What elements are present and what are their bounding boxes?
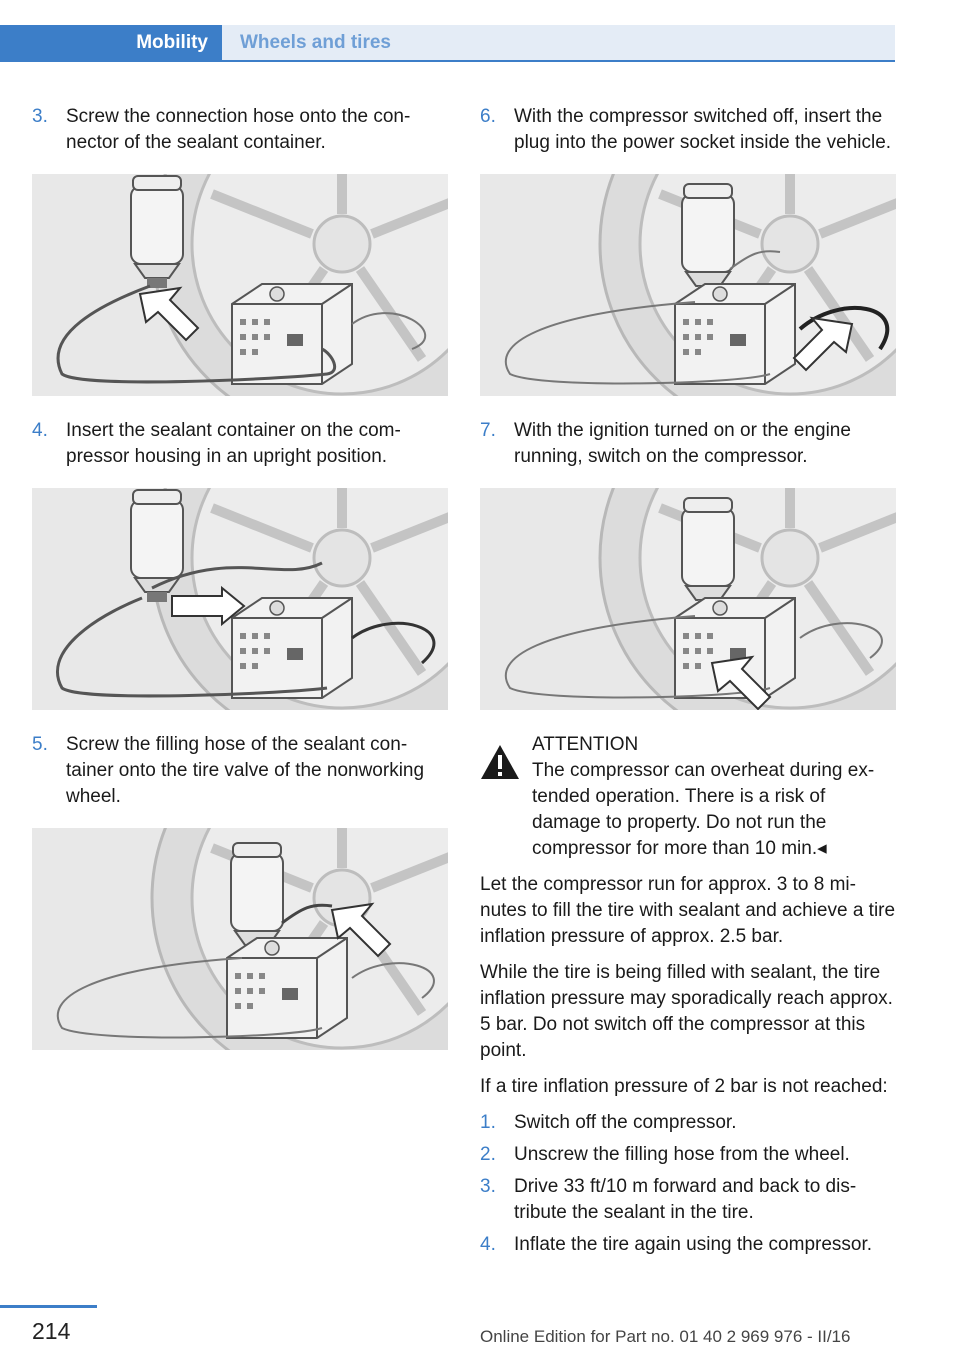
step-number: 3. bbox=[32, 106, 48, 127]
figure-connect-hose bbox=[32, 174, 448, 396]
step-7 bbox=[480, 418, 896, 470]
step-text: Screw the connection hose onto the connector of the sealant container. bbox=[66, 106, 411, 153]
step-number: 1. bbox=[480, 1112, 496, 1133]
step-6 bbox=[480, 104, 896, 156]
paragraph-run-compressor: Let the compressor run for approx. 3 to 8 minutes to fill the tire with sealant and achieve a tire inflation pressure of approx. 2.5 bar. bbox=[480, 874, 896, 947]
remedy-steps-list bbox=[480, 1110, 896, 1258]
footer-divider bbox=[0, 1305, 97, 1308]
left-column bbox=[32, 104, 448, 1072]
step-number: 4. bbox=[480, 1234, 496, 1255]
list-item bbox=[480, 1142, 896, 1168]
step-number: 6. bbox=[480, 106, 496, 127]
step-number: 3. bbox=[480, 1176, 496, 1197]
attention-title: ATTENTION bbox=[532, 734, 639, 755]
paragraph-pressure-not-reached: If a tire inflation pressure of 2 bar is not reached: bbox=[480, 1076, 888, 1097]
step-number: 5. bbox=[32, 734, 48, 755]
figure-plug-power-socket bbox=[480, 174, 896, 396]
attention-text: The compressor can overheat during extended operation. There is a risk of damage to property. Do not run the compressor for more than 10 min.◂ bbox=[532, 760, 875, 859]
paragraph-pressure-peak: While the tire is being filled with sealant, the tire inflation pressure may sporadically reach approx. 5 bar. Do not switch off the compressor at this point. bbox=[480, 962, 893, 1061]
header-divider bbox=[0, 60, 895, 62]
step-text: Inflate the tire again using the compressor. bbox=[514, 1234, 873, 1255]
list-item bbox=[480, 1110, 896, 1136]
step-5 bbox=[32, 732, 448, 810]
step-text: Drive 33 ft/10 m forward and back to distribute the sealant in the tire. bbox=[514, 1176, 857, 1223]
list-item bbox=[480, 1174, 896, 1226]
tab-wheels-and-tires[interactable]: Wheels and tires bbox=[222, 25, 895, 60]
step-text: With the ignition turned on or the engine running, switch on the compressor. bbox=[514, 420, 851, 467]
step-text: Screw the filling hose of the sealant container onto the tire valve of the nonworking wheel. bbox=[66, 734, 425, 807]
step-number: 7. bbox=[480, 420, 496, 441]
tab-mobility[interactable]: Mobility bbox=[0, 25, 222, 60]
figure-switch-on-compressor bbox=[480, 488, 896, 710]
warning-triangle-icon bbox=[480, 744, 520, 780]
page-number: 214 bbox=[32, 1318, 71, 1344]
edition-note: Online Edition for Part no. 01 40 2 969 976 - II/16 bbox=[480, 1327, 851, 1346]
step-text: Insert the sealant container on the compressor housing in an upright position. bbox=[66, 420, 401, 467]
figure-screw-filling-hose bbox=[32, 828, 448, 1050]
figure-insert-container bbox=[32, 488, 448, 710]
step-number: 4. bbox=[32, 420, 48, 441]
step-text: Switch off the compressor. bbox=[514, 1112, 737, 1133]
step-4 bbox=[32, 418, 448, 470]
step-text: With the compressor switched off, insert the plug into the power socket inside the vehicle. bbox=[514, 106, 892, 153]
right-column bbox=[480, 104, 896, 1264]
step-number: 2. bbox=[480, 1144, 496, 1165]
list-item bbox=[480, 1232, 896, 1258]
page-header bbox=[0, 0, 895, 62]
step-text: Unscrew the filling hose from the wheel. bbox=[514, 1144, 850, 1165]
attention-notice bbox=[480, 732, 896, 862]
step-3 bbox=[32, 104, 448, 156]
